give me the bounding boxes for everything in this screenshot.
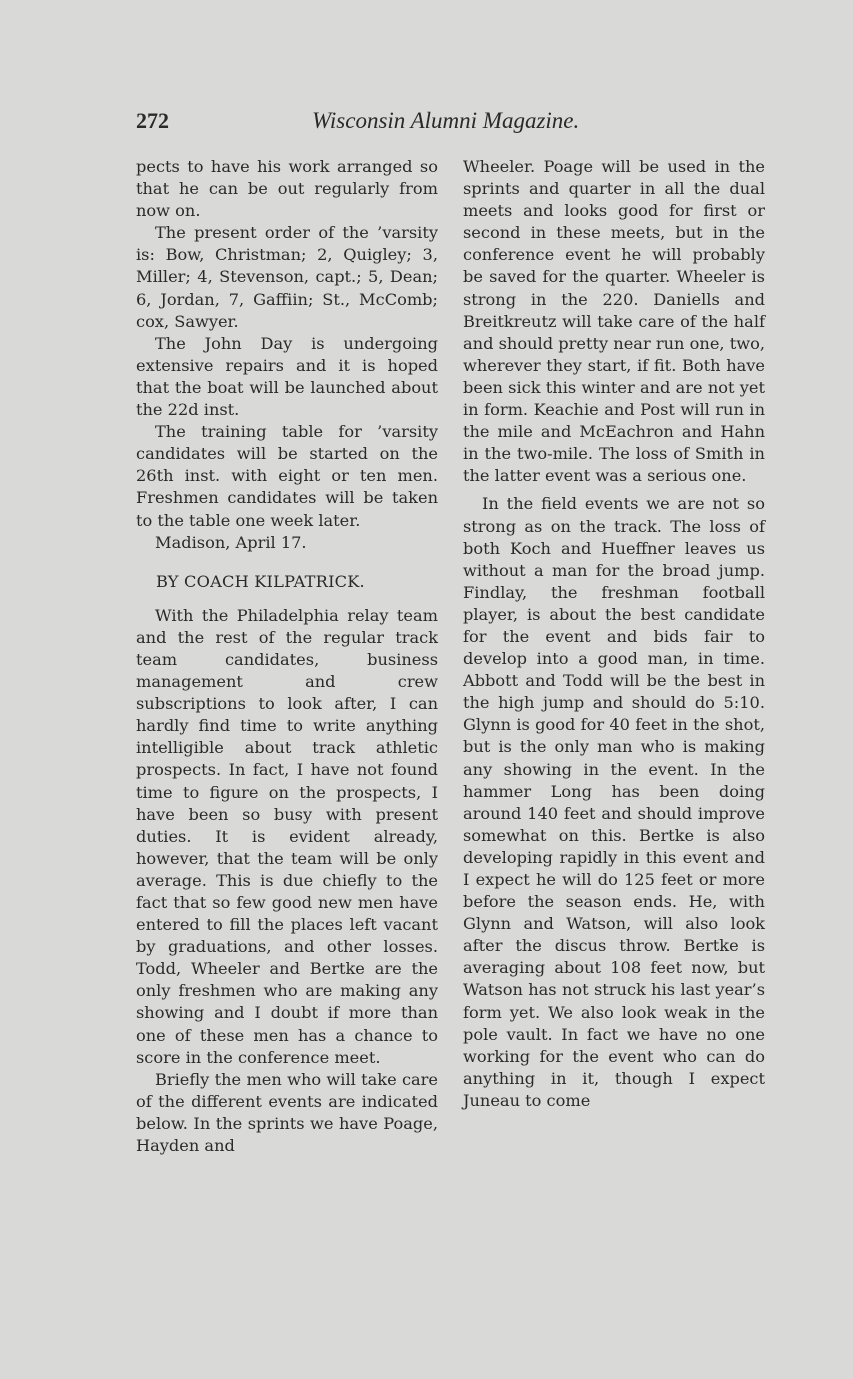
running-title: Wisconsin Alumni Magazine. — [312, 108, 580, 133]
paragraph: The John Day is undergoing extensive repairs and it is hoped that the boat will be launched about the 22d inst. — [136, 333, 438, 420]
paragraph: With the Philadelphia relay team and the rest of the regular track team candidates, business management and crew subscriptions to look after, I can hardly find time to write anything intelligible about track athletic prospects. In fact, I have not found time to figure on the prospects, I have been so busy with present duties. It is evident already, however, that the team will be only average. This is due chiefly to the fact that so few good new men have entered to fill the places left vacant by graduations, and other losses. Todd, Wheeler and Bertke are the only freshmen who are making any showing and I doubt if more than one of these men has a chance to score in the conference meet. — [136, 605, 438, 1067]
paragraph: The present order of the ’varsity is: Bow, Christman; 2, Quigley; 3, Miller; 4, Stevenson, capt.; 5, Dean; 6, Jordan, 7, Gaffiin; St., McComb; cox, Sawyer. — [136, 223, 438, 331]
paragraph: The training table for ’varsity candidates will be started on the 26th inst. with eight or ten men. Freshmen candidates will be taken to the table one week later. — [136, 422, 438, 530]
right-column — [463, 156, 765, 1112]
dateline: Madison, April 17. — [155, 532, 307, 552]
paragraph: Wheeler. Poage will be used in the sprints and quarter in all the dual meets and looks good for first or second in these meets, but in the conference event he will probably be saved for the quarter. Wheeler is strong in the 220. Daniells and Breitkreutz will take care of the half and should pretty near run one, two, wherever they start, if fit. Both have been sick this winter and are not yet in form. Keachie and Post will run in the mile and McEachron and Hahn in the two-mile. The loss of Smith in the latter event was a serious one. — [463, 157, 765, 486]
page-header — [136, 108, 772, 138]
page-number: 272 — [136, 108, 169, 133]
section-heading: BY COACH KILPATRICK. — [156, 571, 365, 591]
left-column — [136, 156, 438, 1157]
paragraph: Briefly the men who will take care of the different events are indicated below. In the sprints we have Poage, Hayden and — [136, 1069, 438, 1156]
paragraph: In the field events we are not so strong as on the track. The loss of both Koch and Hueffner leaves us without a man for the broad jump. Findlay, the freshman football player, is about the best candidate for the event and bids fair to develop into a good man, in time. Abbott and Todd will be the best in the high jump and should do 5:10. Glynn is good for 40 feet in the shot, but is the only man who is making any showing in the event. In the hammer Long has been doing around 140 feet and should improve somewhat on this. Bertke is also developing rapidly in this event and I expect he will do 125 feet or more before the season ends. He, with Glynn and Watson, will also look after the discus throw. Bertke is averaging about 108 feet now, but Watson has not struck his last year’s form yet. We also look weak in the pole vault. In fact we have no one working for the event who can do anything in it, though I expect Juneau to come — [463, 494, 765, 1110]
paragraph: pects to have his work arranged so that he can be out regularly from now on. — [136, 157, 438, 221]
